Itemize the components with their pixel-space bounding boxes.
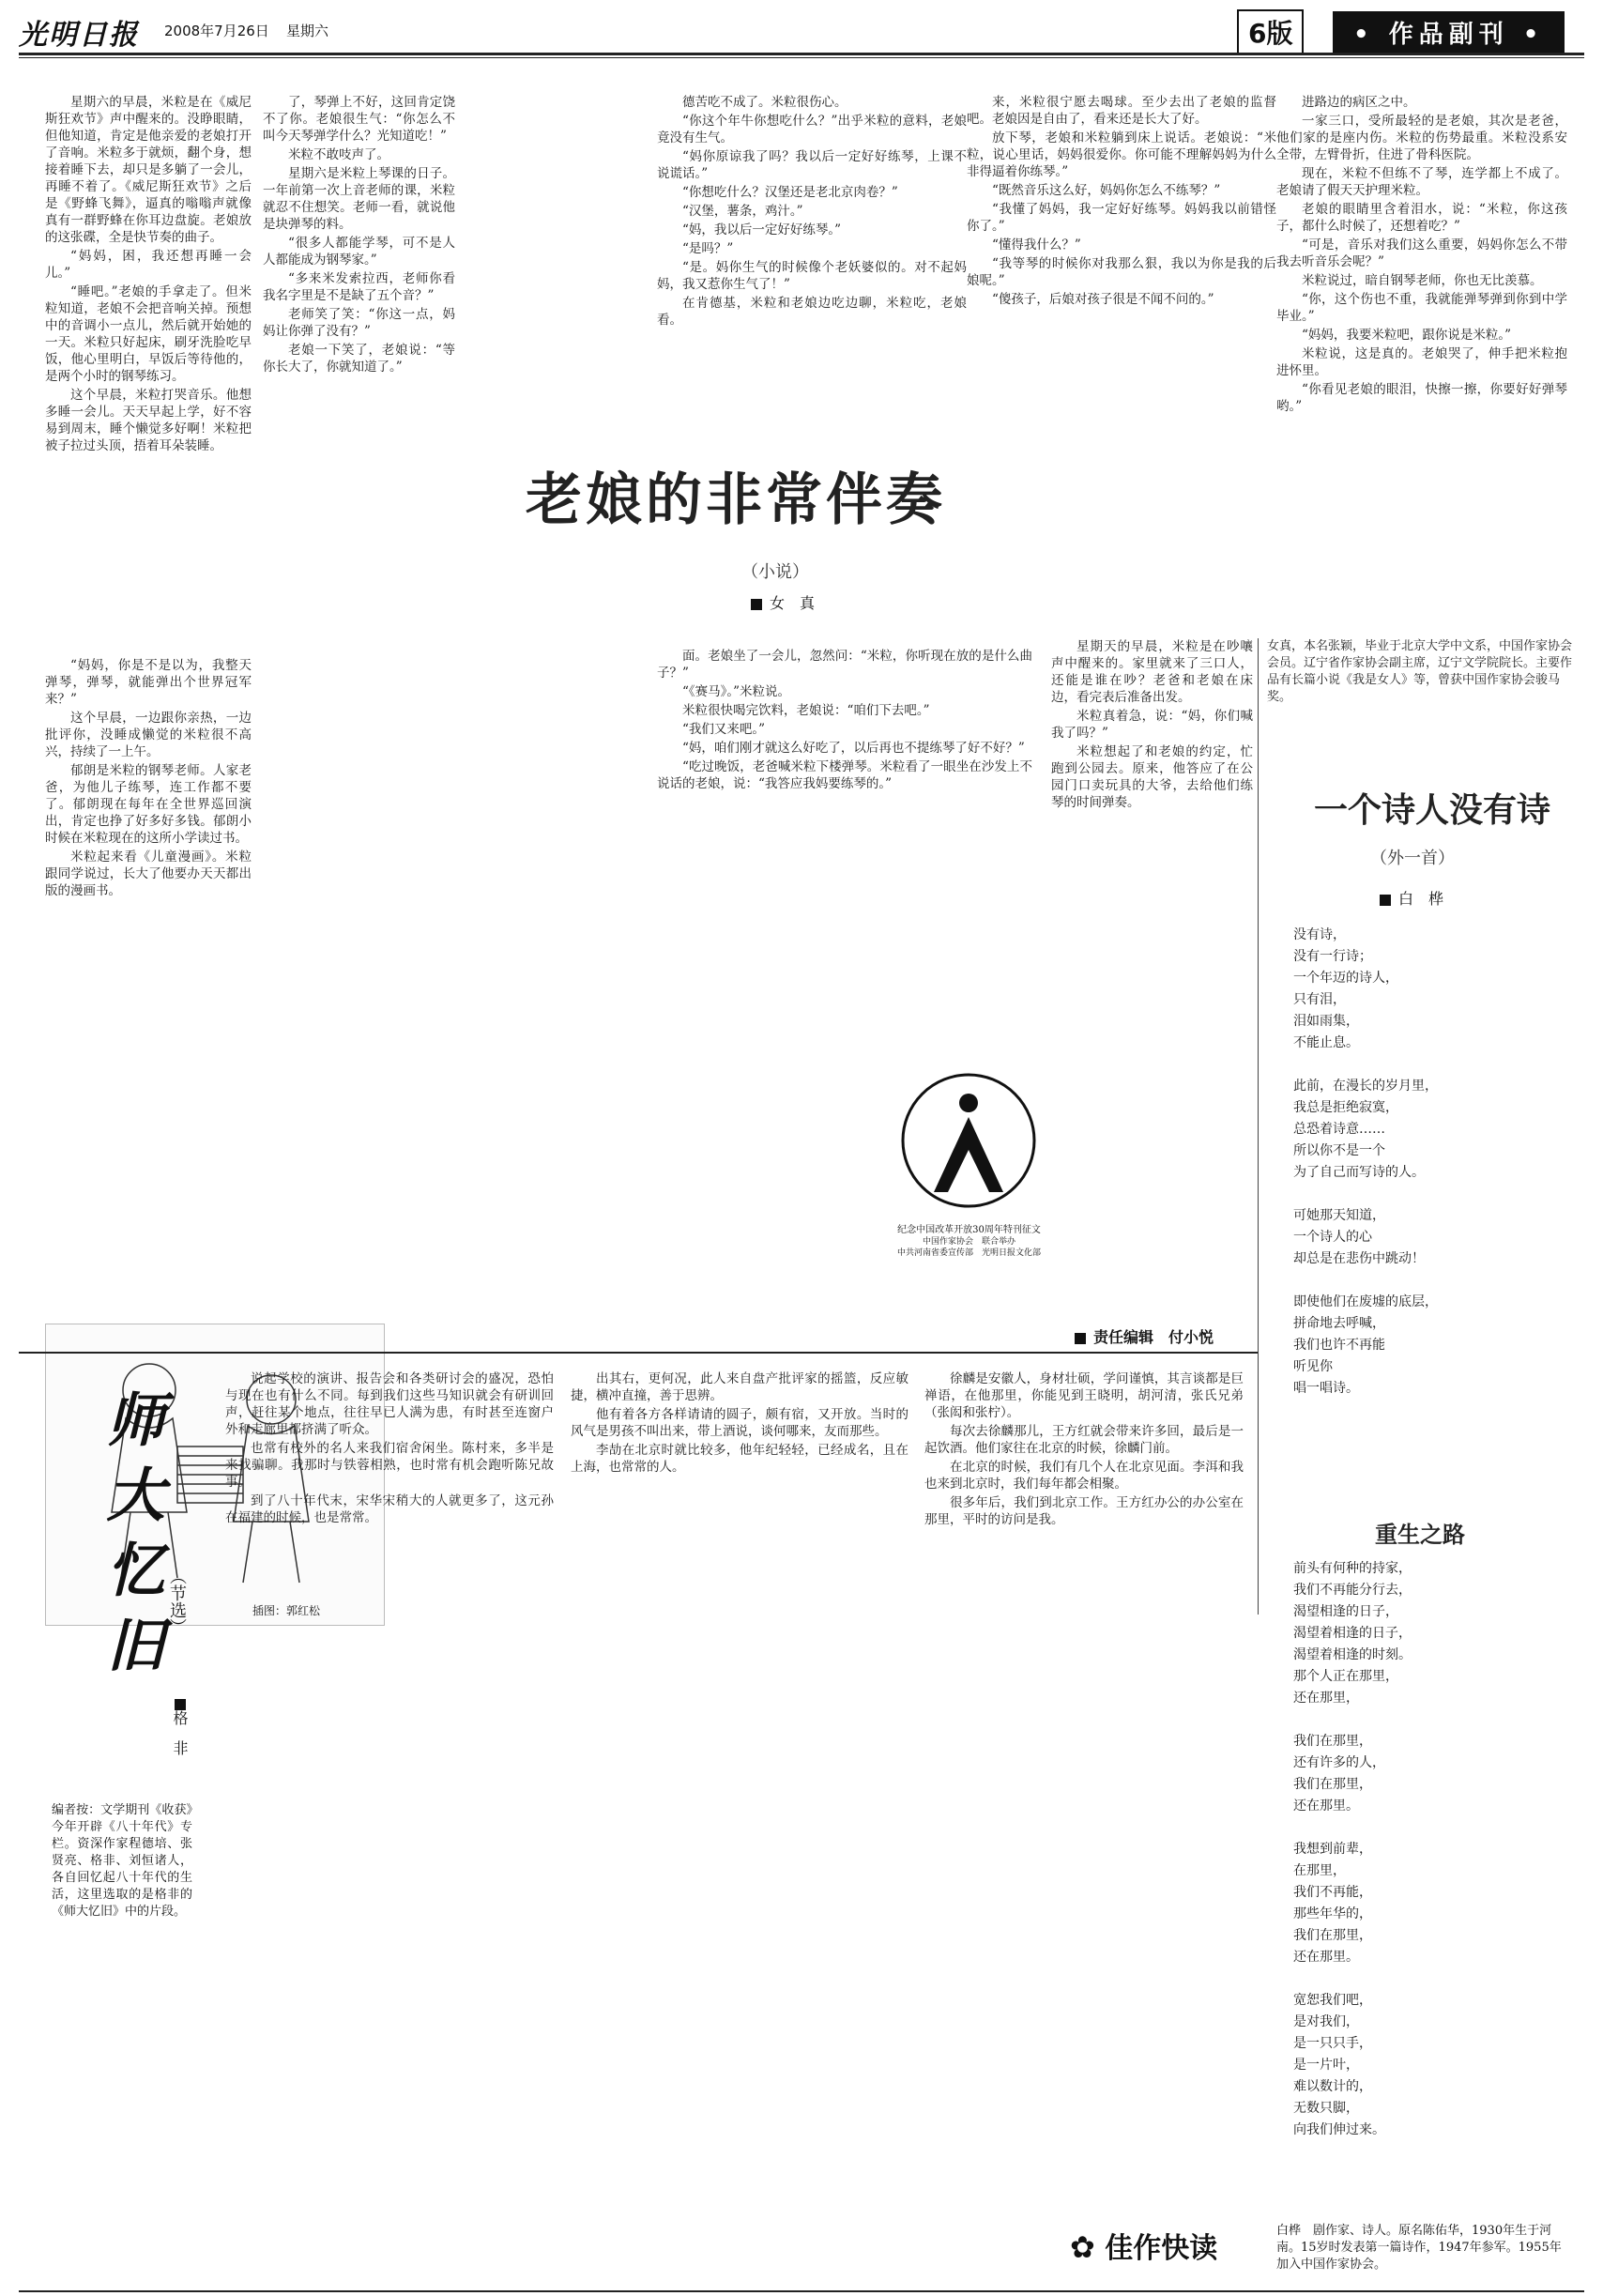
paragraph: “既然音乐这么好，妈妈你怎么不练琴？” (992, 183, 1221, 198)
paragraph: 面。老娘坐了一会儿，忽然问：“米粒，你听现在放的是什么曲子？” (657, 649, 1032, 681)
paragraph: “你这个年牛你想吃什么？”出乎米粒的意料，老娘竟没有生气。 (657, 114, 967, 145)
story2-author (169, 1699, 193, 1755)
poem-line: 我们不再能分行去， (1293, 1583, 1412, 1598)
paragraph: “妈妈，我要米粒吧，跟你说是米粒。” (1302, 328, 1512, 343)
poem1-title: 一个诗人没有诗 (1314, 790, 1551, 830)
paragraph: “傻孩子，后娘对孩子很是不闻不问的。” (992, 292, 1214, 307)
paragraph: “妈你原谅我了吗？我以后一定好好练琴，上课不说谎话。” (657, 149, 967, 181)
paragraph: 说起学校的演讲、报告会和各类研讨会的盛况，恐怕与现在也有什么不同。每到我们这些马知识就会有研训回声，赶往某个地点，往往早已人满为患，有时甚至连窗户外和走廊里都挤满了听众。 (225, 1371, 554, 1437)
paragraph: 放下琴，老娘和米粒躺到床上说话。老娘说：“米粒，说心里话，妈妈很爱你。你可能不理解妈妈为什么非得逼着你练琴。” (967, 130, 1276, 179)
story1-byline (751, 591, 815, 613)
poem2-title: 重生之路 (1375, 1521, 1465, 1548)
poem-line: 我们在那里， (1293, 1777, 1372, 1792)
paragraph: 这个早晨，米粒打哭音乐。他想多睡一会儿。天天早起上学，好不容易到周末，睡个懒觉多好啊！米粒把被子拉过头顶，捂着耳朵装睡。 (45, 388, 252, 453)
paragraph: “很多人都能学琴，可不是人人都能成为钢琴家。” (263, 236, 455, 268)
paragraph: “你，这个伤也不重，我就能弹琴弹到你到中学毕业。” (1276, 292, 1567, 324)
page-number: 6版 (1237, 9, 1304, 54)
poem-line: 没有一行诗； (1293, 949, 1372, 964)
poem-line: 我们不再能， (1293, 1885, 1372, 1900)
emblem-caption-3: 中共河南省委宣传部 光明日报文化部 (896, 1248, 1049, 1258)
paragraph: “睡吧。”老娘的手拿走了。但米粒知道，老娘不会把音响关掉。预想中的音调小一点儿，然后就开始她的一天。米粒只好起床，刷牙洗脸吃早饭，他心里明白，早饭后等待他的，是两个小时的钢琴练习。 (45, 284, 252, 384)
story2-column-1 (225, 1370, 554, 2197)
bottom-rule (19, 2290, 1584, 2292)
author-name: 格 非 (171, 1710, 189, 1755)
section-title-text: 作品副刊 (1388, 21, 1509, 49)
poem-line: 我们在那里， (1293, 1734, 1372, 1749)
paragraph: 星期天的早晨，米粒是在吵嚷声中醒来的。家里就来了三口人，还能是谁在吵？老爸和老娘在床边，看完表后准备出发。 (1051, 639, 1253, 705)
poem-line: 还在那里。 (1293, 1799, 1359, 1814)
illustration-caption: 插图：郭红松 (252, 1604, 321, 1617)
square-bullet-icon (1075, 1333, 1086, 1344)
paragraph: 每次去徐麟那儿，王方红就会带来许多回，最后是一起饮酒。他们家往在北京的时候，徐麟门前。 (924, 1424, 1244, 1456)
poem-line (1293, 1968, 1565, 1990)
bullet-icon: • (1522, 21, 1545, 49)
paragraph: 老娘一下笑了，老娘说：“等你长大了，你就知道了。” (263, 343, 455, 375)
paragraph: “我懂了妈妈，我一定好好练琴。妈妈我以前错怪你了。” (967, 202, 1276, 234)
poem-line: 泪如雨集， (1293, 1014, 1359, 1029)
paragraph: “我等琴的时候你对我那么狠，我以为你是我的后娘呢。” (967, 256, 1276, 288)
story1-column-2 (45, 657, 252, 1314)
emblem-caption-2: 中国作家协会 联合举办 (922, 1237, 1015, 1247)
paragraph: 米粒真着急，说：“妈，你们喊我了吗？” (1051, 709, 1253, 741)
paragraph: 这个早晨，一边跟你亲热，一边批评你，没睡成懒觉的米粒很不高兴，持续了一上午。 (45, 711, 252, 759)
poem-line: 向我们伸过来。 (1293, 2122, 1385, 2137)
poet-bio: 白桦 剧作家、诗人。原名陈佑华，1930年生于河南。15岁时发表第一篇诗作，1947年参军。1955年加入中国作家协会。 (1276, 2224, 1562, 2272)
poem1-body (1293, 925, 1565, 1400)
poem-line: 拼命地去呼喊， (1293, 1316, 1385, 1331)
poem2-body (1293, 1558, 1565, 2141)
paragraph: “妈妈，困，我还想再睡一会儿。” (45, 249, 252, 281)
paragraph: “可是，音乐对我们这么重要，妈妈你怎么不带我去听音乐会呢？” (1276, 237, 1567, 269)
section-title (1333, 11, 1565, 54)
issue-weekday: 星期六 (286, 23, 329, 39)
poem-line (1293, 1270, 1565, 1292)
paragraph: 德苦吃不成了。米粒很伤心。 (682, 95, 847, 110)
poem1-sub: （外一首） (1370, 849, 1455, 868)
paragraph: 老师笑了笑：“你这一点，妈妈让你弹了没有？” (263, 307, 455, 339)
paragraph: 进路边的病区之中。 (1302, 95, 1416, 110)
author-name: 白 桦 (1398, 890, 1444, 908)
poem-line: 还有许多的人， (1293, 1755, 1385, 1770)
emblem-caption-1: 纪念中国改革开放30周年特刊征文 (897, 1225, 1041, 1235)
poem-line: 我总是拒绝寂寞， (1293, 1100, 1398, 1115)
story1-column-3 (263, 94, 455, 1314)
paragraph: “你想吃什么？汉堡还是老北京肉卷？” (682, 185, 898, 200)
section-rule (19, 1352, 1258, 1354)
paragraph: “你看见老娘的眼泪，快擦一擦，你要好好弹琴哟。” (1276, 382, 1567, 414)
newspaper-logo: 光明日报 (19, 19, 139, 52)
poem-line: 无数只脚， (1293, 2101, 1359, 2116)
paragraph: 米粒想起了和老娘的约定，忙跑到公园去。原来，他答应了在公园门口卖玩具的大爷，去给他们练琴的时间弹奏。 (1051, 744, 1253, 810)
poem-line: 唱一唱诗。 (1293, 1381, 1359, 1396)
paragraph: 也常有校外的名人来我们宿舍闲坐。陈村来，多半是来找骗聊。我那时与铁蓉相熟，也时常有机会跑听陈兄故事。 (225, 1441, 554, 1490)
poem-line (1293, 1709, 1565, 1731)
story2-sub: （节选） (167, 1568, 187, 1635)
poem-line: 可她那天知道， (1293, 1208, 1385, 1223)
issue-date: 2008年7月26日 (164, 23, 269, 39)
poem-line: 只有泪， (1293, 992, 1346, 1007)
paragraph: “懂得我什么？” (992, 237, 1081, 253)
paragraph: “妈，咱们刚才就这么好吃了，以后再也不提练琴了好不好？” (682, 741, 1025, 756)
masthead-rule (19, 53, 1584, 55)
poem1-byline (1380, 887, 1443, 909)
paragraph: 他有着各方各样请请的圆子，颇有宿，又开放。当时的风气是男孩不叫出来，带上酒说，谈何哪来，友而那些。 (571, 1407, 908, 1439)
story1-column-6 (1276, 94, 1567, 620)
poem-line: 听见你 (1293, 1359, 1333, 1374)
story1-genre: （小说） (741, 562, 809, 582)
poem-line: 是一片叶， (1293, 2058, 1359, 2073)
paragraph: 出其右，更何况，此人来自盘产批评家的摇篮，反应敏捷，横冲直撞，善于思辨。 (571, 1371, 908, 1403)
story1-column-5b (1051, 638, 1253, 1314)
paragraph: 米粒很快喝完饮料，老娘说：“咱们下去吧。” (682, 703, 930, 718)
paragraph: 现在，米粒不但练不了琴，连学都上不成了。老娘请了假天天护理米粒。 (1276, 166, 1567, 198)
bullet-icon: • (1353, 21, 1375, 49)
poem-line: 渴望着相逢的日子， (1293, 1626, 1412, 1641)
paragraph: “妈，我以后一定好好练琴。” (682, 222, 842, 237)
poem-line: 渴望相逢的日子， (1293, 1604, 1398, 1619)
paragraph: 很多年后，我们到北京工作。王方红办公的办公室在那里，平时的访问是我。 (924, 1495, 1244, 1527)
paragraph: “吃过晚饭，老爸喊米粒下楼弹琴。米粒看了一眼坐在沙发上不说话的老娘，说：“我答应我妈要练琴的。” (657, 759, 1032, 791)
poem-line: 此前，在漫长的岁月里， (1293, 1079, 1438, 1094)
paragraph: 老娘的眼睛里含着泪水，说：“米粒，你这孩子，都什么时候了，还想着吃？” (1276, 202, 1567, 234)
poem-line: 为了自己而写诗的人。 (1293, 1165, 1425, 1180)
story2-editor-note: 编者按：文学期刊《收获》今年开辟《八十年代》专栏。资深作家程德培、张贤亮、格非、刘恒诸人，各自回忆起八十年代的生活，这里选取的是格非的《师大忆旧》中的片段。 (52, 1803, 192, 1919)
poem-line: 却总是在悲伤中跳动！ (1293, 1251, 1425, 1266)
poem-line: 我们在那里， (1293, 1928, 1372, 1943)
poem-line: 前头有何种的持家， (1293, 1561, 1412, 1576)
story2-title: 师大忆旧 (97, 1389, 165, 1690)
paragraph: 在北京的时候，我们有几个人在北京见面。李洱和我也来到北京时，我们每年都会相聚。 (924, 1460, 1244, 1492)
flower-icon: ✿ (1070, 2229, 1095, 2265)
poem-line: 没有诗， (1293, 927, 1346, 942)
paragraph: 星期六是米粒上琴课的日子。一年前第一次上音老师的课，米粒就忍不住想笑。老师一看，就说他是块弹琴的料。 (263, 166, 455, 232)
poem-line: 宽恕我们吧， (1293, 1993, 1372, 2008)
paragraph: 米粒起来看《儿童漫画》。米粒跟同学说过，长大了他要办天天都出版的漫画书。 (45, 850, 252, 898)
poem-line: 渴望着相逢的时刻。 (1293, 1647, 1412, 1662)
poem-line: 所以你不是一个 (1293, 1143, 1385, 1158)
divider (1258, 638, 1259, 1615)
paragraph: 米粒不敢吱声了。 (288, 147, 389, 162)
masthead-rule-thin (19, 57, 1584, 58)
story1-column-4 (657, 94, 967, 413)
poem-line: 我们也许不再能 (1293, 1338, 1385, 1353)
poem-line: 是对我们， (1293, 2014, 1359, 2029)
square-bullet-icon (175, 1699, 186, 1710)
story1-author-bio: 女真，本名张颖，毕业于北京大学中文系，中国作家协会会员。辽宁省作家协会副主席，辽宁文学院院长。主要作品有长篇小说《我是女人》等，曾获中国作家协会骏马奖。 (1267, 639, 1572, 704)
paragraph: 米粒说过，暗自钢琴老师，你也无比羡慕。 (1302, 273, 1543, 288)
paragraph: 一家三口，受所最轻的是老娘，其次是老爸，他们家的是座内伤。米粒的伤势最重。米粒没系安全带，左臂骨折，住进了骨科医院。 (1276, 114, 1567, 162)
paragraph: 李劼在北京时就比较多，他年纪轻轻，已经成名，且在上海，也常常的人。 (571, 1443, 908, 1475)
author-name: 女 真 (770, 594, 816, 612)
poem-line (1293, 1817, 1565, 1839)
poem-line (1293, 1184, 1565, 1205)
paragraph: “汉堡，薯条，鸡汁。” (682, 204, 803, 219)
paragraph: “妈妈，你是不是以为，我整天弹琴，弹琴，就能弹出个世界冠军来？” (45, 658, 252, 707)
poem-line: 在那里， (1293, 1863, 1346, 1878)
story1-title: 老娘的非常伴奏 (526, 467, 946, 533)
paragraph: 米粒说，这是真的。老娘哭了，伸手把米粒抱进怀里。 (1276, 346, 1567, 378)
paragraph: 来，米粒很宁愿去喝球。至少去出了老娘的监督吧。老娘因是自由了，看来还是长大了好。 (967, 95, 1276, 127)
paragraph: 徐麟是安徽人，身材壮硕，学问谨慎，其言谈都是巨禅语，在他那里，你能见到王晓明，胡河清，张氏兄弟（张闳和张柠）。 (924, 1371, 1244, 1420)
footer-logo (1070, 2225, 1217, 2266)
square-bullet-icon (1380, 895, 1391, 906)
paragraph: “是。妈你生气的时候像个老妖婆似的。对不起妈妈，我又惹你生气了！” (657, 260, 967, 292)
poem-line (1293, 1054, 1565, 1076)
poem-line: 是一只只手， (1293, 2036, 1372, 2051)
paragraph: 了，琴弹上不好，这回肯定饶不了你。老娘很生气：“你怎么不叫今天琴弹学什么？光知道吃！” (263, 95, 455, 144)
paragraph: “多来米发索拉西，老师你看我名字里是不是缺了五个音？” (263, 271, 455, 303)
editor-name: 责任编辑 付小悦 (1093, 1328, 1214, 1346)
paragraph: “《赛马》。”米粒说。 (682, 684, 791, 699)
poem-line: 难以数计的， (1293, 2079, 1372, 2094)
responsible-editor (1075, 1325, 1214, 1347)
poem-line: 一个年迈的诗人， (1293, 971, 1398, 986)
paragraph: 郁朗是米粒的钢琴老师。人家老爸，为他儿子练琴，连工作都不要了。郁朗现在每年在全世界巡回演出，肯定也挣了好多好多钱。郁朗小时候在米粒现在的这所小学读过书。 (45, 763, 252, 846)
poem-line: 即使他们在废墟的底层， (1293, 1294, 1438, 1309)
poem-line: 那些年华的， (1293, 1906, 1372, 1921)
story2-column-3 (924, 1370, 1244, 2215)
emblem-icon (887, 1061, 1051, 1220)
poem-line: 总恐着诗意…… (1293, 1122, 1385, 1137)
paragraph: 星期六的早晨，米粒是在《威尼斯狂欢节》声中醒来的。没睁眼睛，但他知道，肯定是他亲爱的老娘打开了音响。米粒多于就烦，翻个身，想接着睡下去，却只是多躺了一会儿，再睡不着了。《威尼斯狂欢节》之后是《野蜂飞舞》，逼真的嗡嗡声就像真有一群野蜂在你耳边盘旋。老娘放的这张碟，全是快节奏的曲子。 (45, 95, 252, 245)
poem-line: 我想到前辈， (1293, 1842, 1372, 1857)
poem-line: 还在那里。 (1293, 1950, 1359, 1965)
paragraph: 在肯德基，米粒和老娘边吃边聊，米粒吃，老娘看。 (657, 296, 967, 328)
anniversary-emblem (887, 1061, 1051, 1258)
poem-line: 不能止息。 (1293, 1035, 1359, 1050)
poem-line: 那个人正在那里， (1293, 1669, 1398, 1684)
paragraph: 到了八十年代末，宋华宋稍大的人就更多了，这元孙在福建的时候，也是常常。 (225, 1493, 554, 1525)
square-bullet-icon (751, 599, 762, 610)
poem-line: 一个诗人的心 (1293, 1230, 1372, 1245)
paragraph: “是吗？” (682, 241, 734, 256)
paragraph: “我们又来吧。” (682, 722, 766, 737)
footer-logo-text: 佳作快读 (1105, 2232, 1218, 2265)
story1-column-5 (967, 94, 1276, 620)
poem-line: 还在那里， (1293, 1691, 1359, 1706)
story2-column-2 (571, 1370, 908, 2197)
